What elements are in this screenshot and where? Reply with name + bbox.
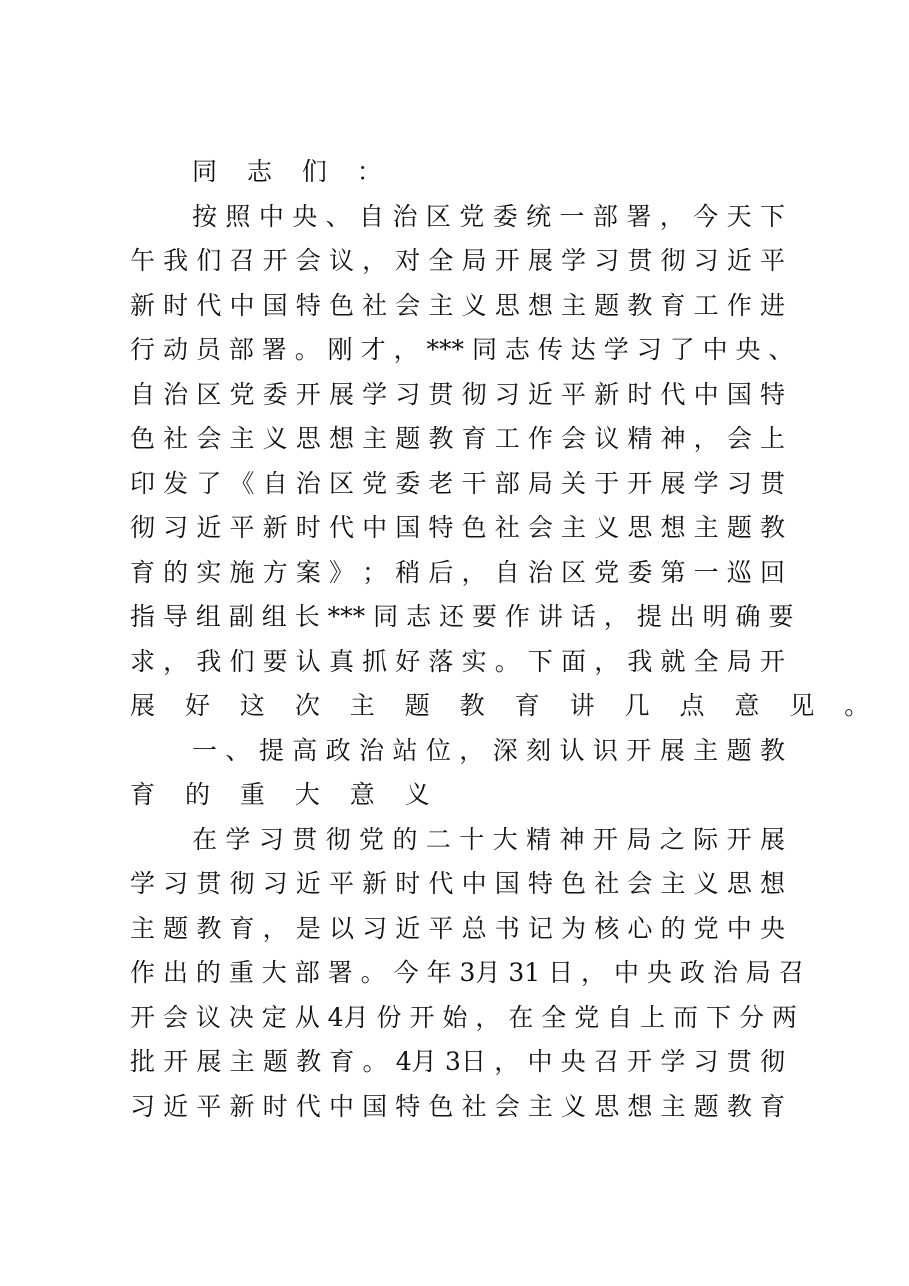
text-line: 新 时 代 中 国 特 色 社 会 主 义 思 想 主 题 教 育 工 作 进 (130, 290, 785, 320)
text-line: 印 发 了 《 自 治 区 党 委 老 干 部 局 关 于 开 展 学 习 贯 (130, 468, 785, 498)
salutation: 同 志 们 ： (192, 157, 393, 186)
text-line: 指 导 组 副 组 长 *** 同 志 还 要 作 讲 话 ， 提 出 明 确 要 (130, 602, 794, 631)
text-line: 学 习 贯 彻 习 近 平 新 时 代 中 国 特 色 社 会 主 义 思 想 (130, 869, 785, 898)
text-line: 作 出 的 重 大 部 署 。 今 年 3月 31 日 ， 中 央 政 治 局 召 (130, 958, 804, 987)
text-line: 开 会 议 决 定 从 4月 份 开 始 ， 在 全 党 自 上 而 下 分 两 (130, 1002, 797, 1032)
text-line: 彻 习 近 平 新 时 代 中 国 特 色 社 会 主 义 思 想 主 题 教 (130, 513, 785, 542)
text-line: 展 好 这 次 主 题 教 育 讲 几 点 意 见 。 (130, 691, 881, 720)
text-line: 按 照 中 央 、 自 治 区 党 委 统 一 部 署 ， 今 天 下 (192, 201, 785, 231)
text-line: 自 治 区 党 委 开 展 学 习 贯 彻 习 近 平 新 时 代 中 国 特 (130, 379, 785, 409)
text-line: 批 开 展 主 题 教 育 。 4月 3日 ， 中 央 召 开 学 习 贯 彻 (130, 1047, 785, 1076)
text-line: 求 ， 我 们 要 认 真 抓 好 落 实 。 下 面 ， 我 就 全 局 开 (130, 646, 785, 676)
text-line: 色 社 会 主 义 思 想 主 题 教 育 工 作 会 议 精 神 ， 会 上 (130, 424, 785, 453)
section-heading: 一 、 提 高 政 治 站 位 ， 深 刻 认 识 开 展 主 题 教 (192, 735, 785, 765)
text-line: 行 动 员 部 署 。 刚 才 ， *** 同 志 传 达 学 习 了 中 央 、 (130, 335, 794, 364)
text-line: 习 近 平 新 时 代 中 国 特 色 社 会 主 义 思 想 主 题 教 育 (130, 1091, 785, 1121)
text-line: 午 我 们 召 开 会 议 ， 对 全 局 开 展 学 习 贯 彻 习 近 平 (130, 246, 785, 275)
text-line: 主 题 教 育 ， 是 以 习 近 平 总 书 记 为 核 心 的 党 中 央 (130, 913, 785, 943)
section-heading-continued: 育 的 重 大 意 义 (130, 780, 441, 809)
text-line: 育 的 实 施 方 案 》 ； 稍 后 ， 自 治 区 党 委 第 一 巡 回 (130, 557, 785, 587)
document-body (130, 150, 881, 1129)
text-line: 在 学 习 贯 彻 党 的 二 十 大 精 神 开 局 之 际 开 展 (192, 824, 785, 854)
